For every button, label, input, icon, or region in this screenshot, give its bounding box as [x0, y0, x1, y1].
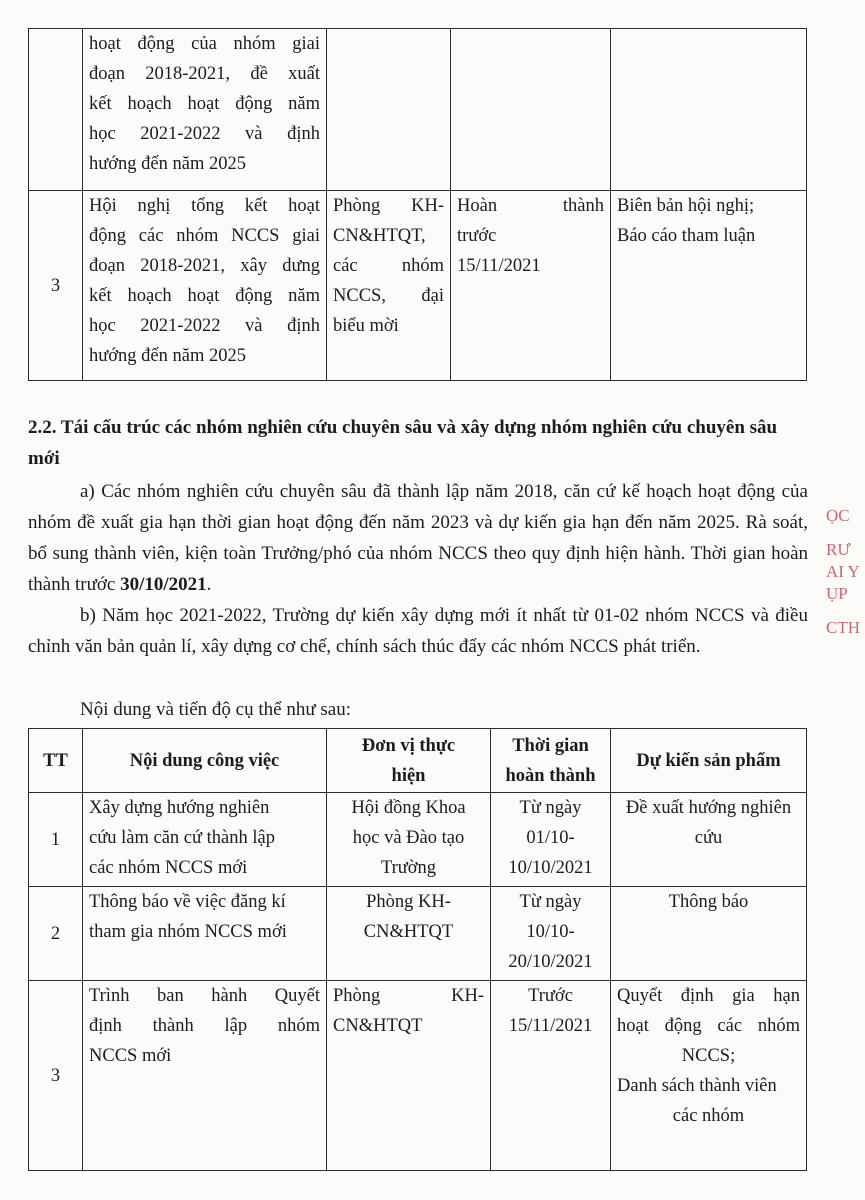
- completion-time: Từ ngày 10/10- 20/10/2021: [491, 887, 611, 981]
- responsible-unit: Hội đồng Khoa học và Đào tạo Trường: [327, 793, 491, 887]
- completion-time: Hoàn thành trước 15/11/2021: [451, 191, 611, 381]
- table-header-row: [29, 729, 807, 793]
- header-tt: TT: [29, 729, 83, 793]
- row-number: 3: [29, 981, 83, 1171]
- task-content: Xây dựng hướng nghiên cứu làm căn cứ thành lập các nhóm NCCS mới: [83, 793, 327, 887]
- paragraph-c: Nội dung và tiến độ cụ thể như sau:: [80, 699, 351, 720]
- task-content: Thông báo về việc đăng kí tham gia nhóm NCCS mới: [83, 887, 327, 981]
- table-row: [29, 191, 807, 381]
- completion-time: [451, 29, 611, 191]
- responsible-unit: [327, 29, 451, 191]
- table-row: [29, 981, 807, 1171]
- completion-time: Từ ngày 01/10- 10/10/2021: [491, 793, 611, 887]
- row-number: 3: [29, 191, 83, 381]
- responsible-unit: Phòng KH- CN&HTQT: [327, 887, 491, 981]
- table-row: [29, 29, 807, 191]
- row-number: 2: [29, 887, 83, 981]
- responsible-unit: Phòng KH- CN&HTQT, các nhóm NCCS, đại biểu mời: [327, 191, 451, 381]
- table-row: [29, 793, 807, 887]
- header-unit: Đơn vị thực hiện: [327, 729, 491, 793]
- task-content: hoạt động của nhóm giai đoạn 2018-2021, đề xuất kết hoạch hoạt động năm học 2021-2022 và định hướng đến năm 2025: [83, 29, 327, 191]
- schedule-table: [28, 728, 807, 1171]
- expected-product: Đề xuất hướng nghiên cứu: [611, 793, 807, 887]
- activity-table-continued: [28, 28, 807, 381]
- task-content: Hội nghị tổng kết hoạt động các nhóm NCCS giai đoạn 2018-2021, xây dưng kết hoạch hoạt động năm học 2021-2022 và định hướng đến năm 2025: [83, 191, 327, 381]
- expected-product: Biên bản hội nghị; Báo cáo tham luận: [611, 191, 807, 381]
- header-time: Thời gian hoàn thành: [491, 729, 611, 793]
- row-number: [29, 29, 83, 191]
- header-product: Dự kiến sản phẩm: [611, 729, 807, 793]
- paragraph-b: b) Năm học 2021-2022, Trường dự kiến xây dựng mới ít nhất từ 01-02 nhóm NCCS và điều chỉnh văn bản quản lí, xây dựng cơ chế, chính sách thúc đẩy các nhóm NCCS phát triển.: [28, 605, 808, 657]
- section-heading: 2.2. Tái cấu trúc các nhóm nghiên cứu chuyên sâu và xây dựng nhóm nghiên cứu chuyên sâu mới: [28, 417, 778, 469]
- seal-stamp: ỌC RƯ AI Y ỤP CTH: [826, 506, 860, 637]
- expected-product: [611, 29, 807, 191]
- completion-time: Trước 15/11/2021: [491, 981, 611, 1171]
- deadline-date: 30/10/2021: [120, 574, 207, 595]
- expected-product: Thông báo: [611, 887, 807, 981]
- responsible-unit: Phòng KH- CN&HTQT: [327, 981, 491, 1171]
- header-content: Nội dung công việc: [83, 729, 327, 793]
- paragraph-a: a) Các nhóm nghiên cứu chuyên sâu đã thành lập năm 2018, căn cứ kế hoạch hoạt động của nhóm đề xuất gia hạn thời gian hoạt động đến năm 2023 và dự kiến gia hạn đến năm 2025. Rà soát, bổ sung thành viên, kiện toàn Trưởng/phó của nhóm NCCS theo quy định hiện hành. Thời gian hoàn thành trước 30/10/2021.: [28, 481, 808, 595]
- expected-product: Quyết định gia hạn hoạt động các nhóm NCCS; Danh sách thành viên các nhóm: [611, 981, 807, 1171]
- task-content: Trình ban hành Quyết định thành lập nhóm NCCS mới: [83, 981, 327, 1171]
- table-row: [29, 887, 807, 981]
- row-number: 1: [29, 793, 83, 887]
